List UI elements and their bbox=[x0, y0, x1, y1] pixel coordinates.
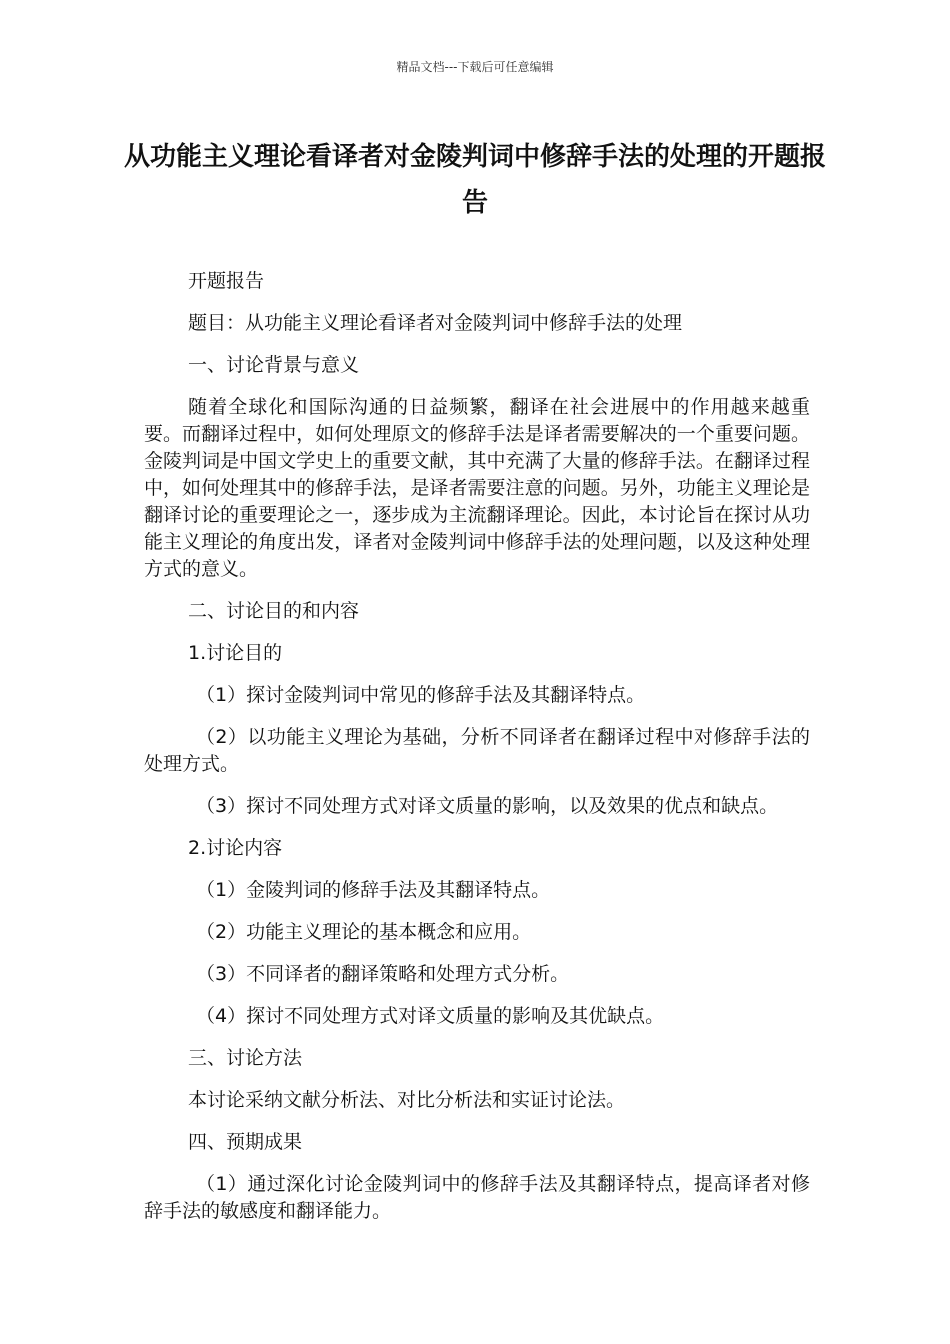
content-item: （1）金陵判词的修辞手法及其翻译特点。 bbox=[196, 879, 551, 901]
method-paragraph: 本讨论采纳文献分析法、对比分析法和实证讨论法。 bbox=[188, 1089, 626, 1111]
document-body bbox=[144, 268, 810, 1225]
content-item: （3）不同译者的翻译策略和处理方式分析。 bbox=[196, 963, 570, 985]
content-item: （2）功能主义理论的基本概念和应用。 bbox=[196, 921, 532, 943]
document-title: 从功能主义理论看译者对金陵判词中修辞手法的处理的开题报告 bbox=[123, 142, 826, 218]
subheading-content: 2.讨论内容 bbox=[188, 837, 283, 859]
report-label: 开题报告 bbox=[188, 270, 265, 292]
section-heading-background: 一、讨论背景与意义 bbox=[188, 354, 360, 376]
topic-line: 题目：从功能主义理论看译者对金陵判词中修辞手法的处理 bbox=[188, 312, 683, 334]
section-heading-purpose-content: 二、讨论目的和内容 bbox=[188, 600, 360, 622]
purpose-item: （1）探讨金陵判词中常见的修辞手法及其翻译特点。 bbox=[196, 684, 646, 706]
purpose-item: （3）探讨不同处理方式对译文质量的影响，以及效果的优点和缺点。 bbox=[196, 795, 779, 817]
page-header: 精品文档---下载后可任意编辑 bbox=[396, 60, 554, 74]
outcome-item: （1）通过深化讨论金陵判词中的修辞手法及其翻译特点，提高译者对修辞手法的敏感度和翻译能力。 bbox=[144, 1173, 810, 1222]
subheading-purpose: 1.讨论目的 bbox=[188, 642, 283, 664]
section-heading-outcomes: 四、预期成果 bbox=[188, 1131, 303, 1153]
content-item: （4）探讨不同处理方式对译文质量的影响及其优缺点。 bbox=[196, 1005, 665, 1027]
purpose-item: （2）以功能主义理论为基础，分析不同译者在翻译过程中对修辞手法的处理方式。 bbox=[144, 726, 810, 775]
background-paragraph: 随着全球化和国际沟通的日益频繁，翻译在社会进展中的作用越来越重要。而翻译过程中，如何处理原文的修辞手法是译者需要解决的一个重要问题。金陵判词是中国文学史上的重要文献，其中充满了大量的修辞手法。在翻译过程中，如何处理其中的修辞手法，是译者需要注意的问题。另外，功能主义理论是翻译讨论的重要理论之一，逐步成为主流翻译理论。因此，本讨论旨在探讨从功能主义理论的角度出发，译者对金陵判词中修辞手法的处理问题，以及这种处理方式的意义。 bbox=[144, 396, 810, 580]
section-heading-method: 三、讨论方法 bbox=[188, 1047, 303, 1069]
